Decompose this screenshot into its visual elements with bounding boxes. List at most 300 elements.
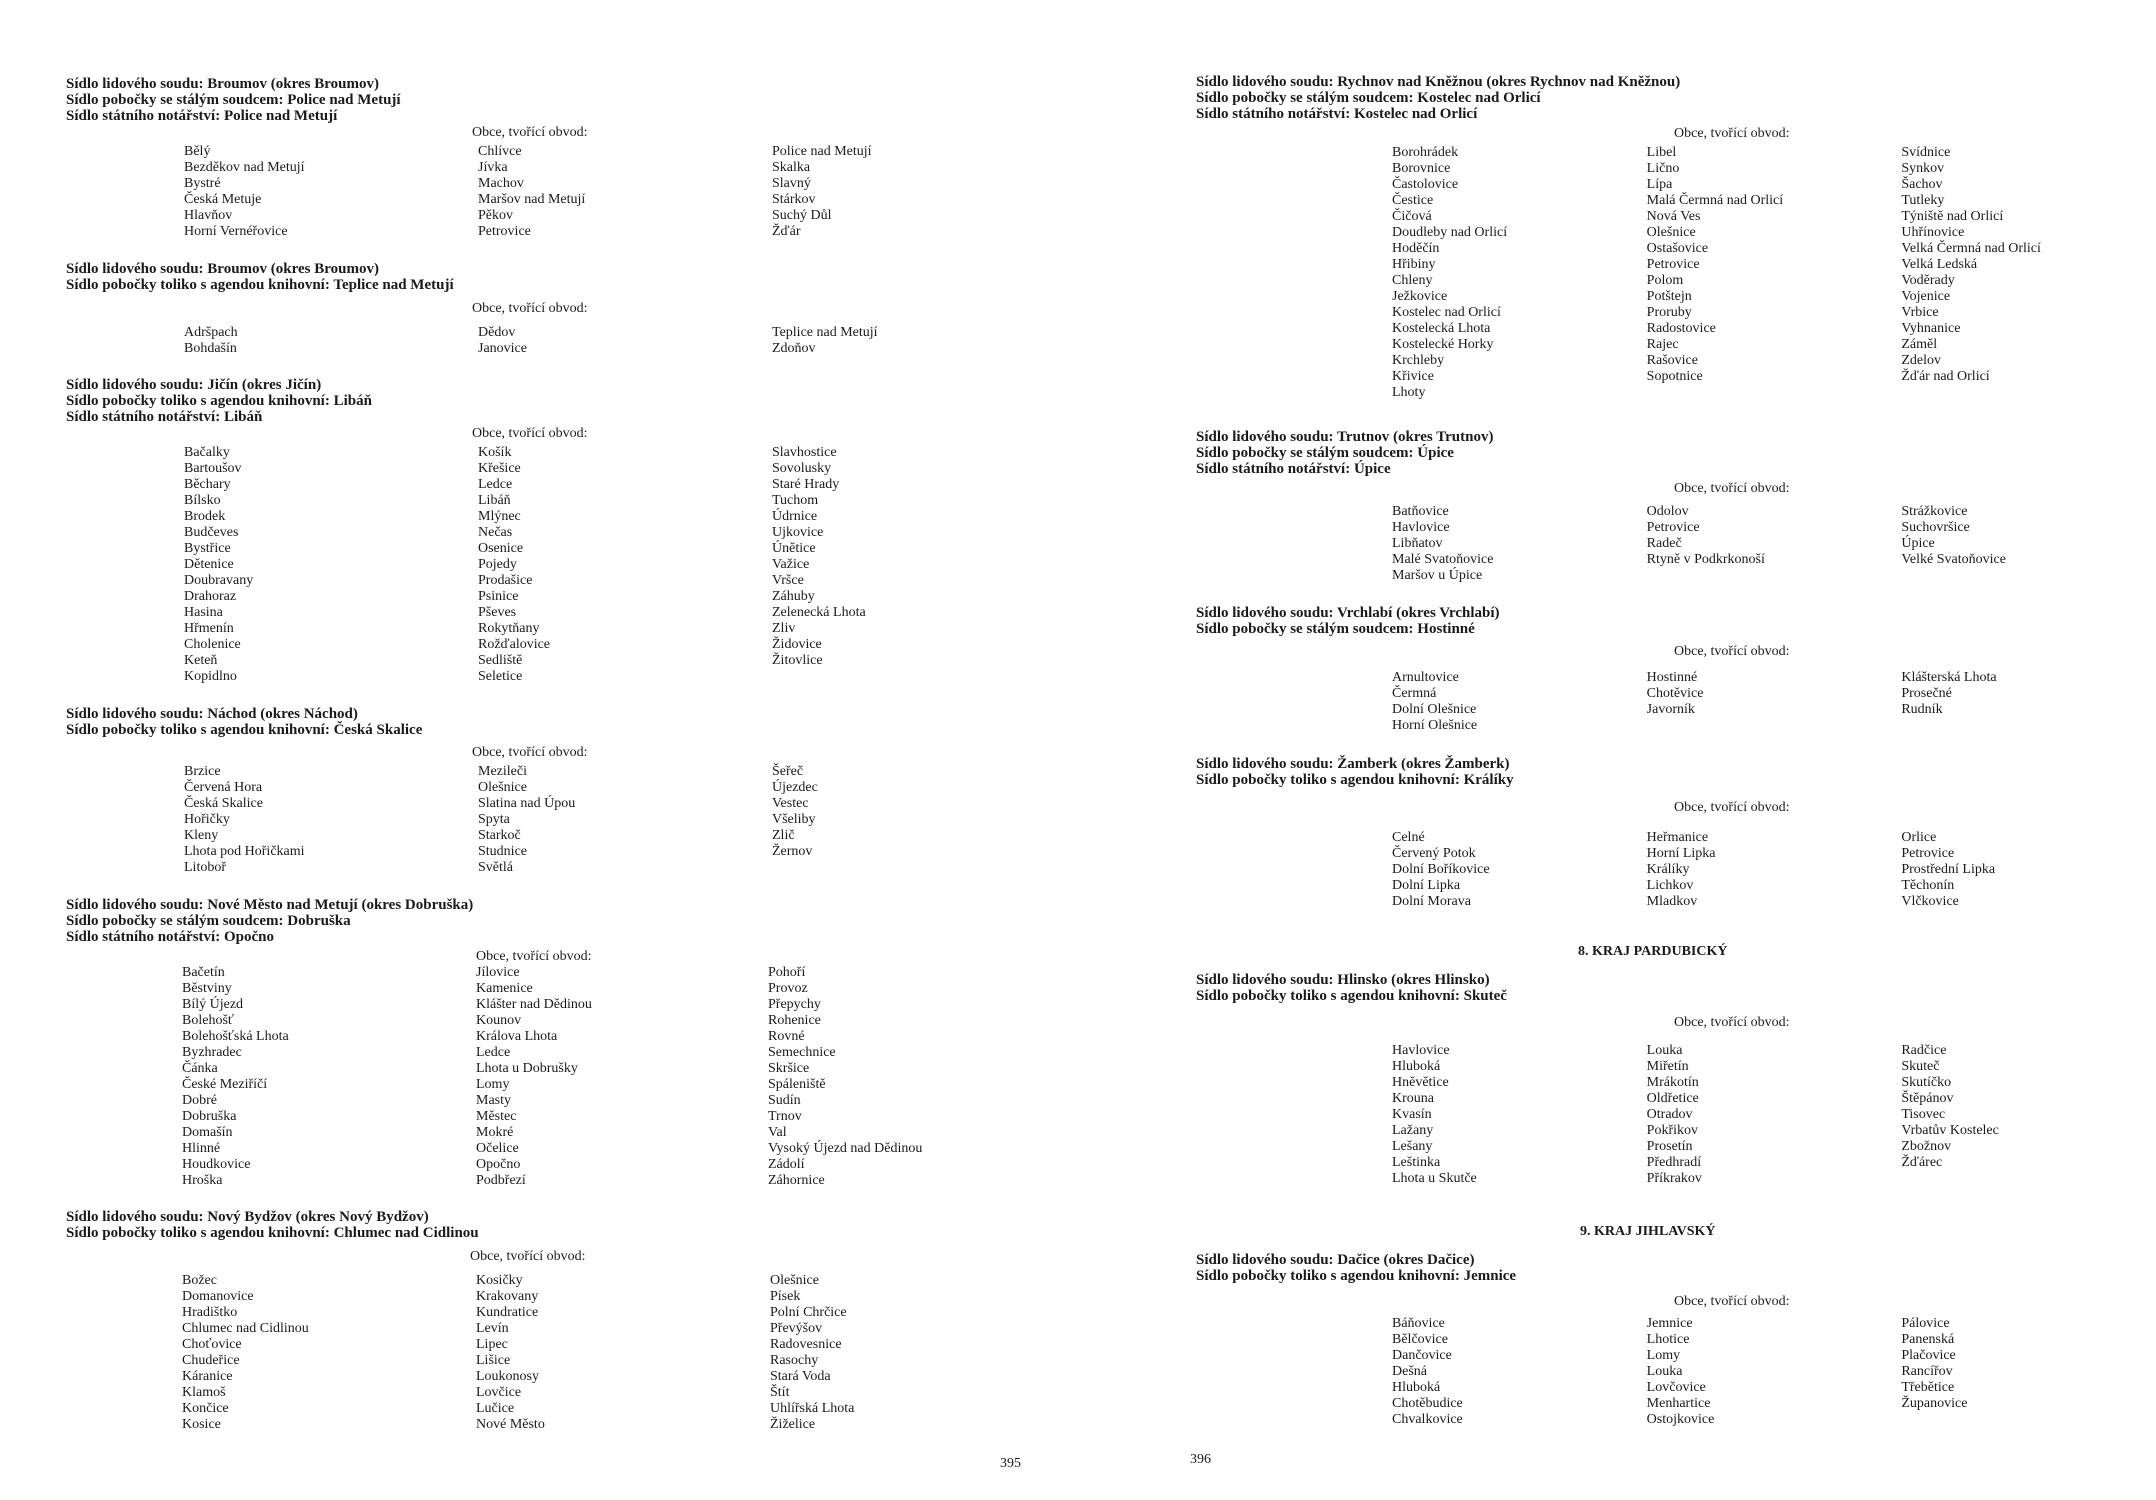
header-line: Sídlo lidového soudu: Nové Město nad Metují (okres Dobruška) (66, 897, 474, 913)
village-name: Pohoří (768, 965, 806, 980)
court-section (66, 1209, 1066, 1433)
village-name: Maršov u Úpice (1392, 568, 1483, 583)
village-name: Malá Čermná nad Orlicí (1646, 193, 1784, 208)
header-line: Sídlo pobočky toliko s agendou knihovní: Chlumec nad Cidlinou (66, 1225, 479, 1241)
village-name: Prosetín (1646, 1139, 1693, 1154)
village-name: Petrovice (478, 224, 531, 239)
village-name: Slatina nad Úpou (478, 796, 576, 811)
page-number: 395 (1000, 1456, 1021, 1471)
court-section (66, 76, 1066, 240)
village-name: Vysoký Újezd nad Dědinou (768, 1141, 923, 1156)
village-name: Velká Čermná nad Orlicí (1901, 241, 2041, 256)
village-name: Svídnice (1901, 145, 1951, 160)
village-columns (66, 445, 1066, 685)
village-name: Lhota pod Hořičkami (184, 844, 305, 859)
village-name: Chotěbudice (1392, 1396, 1463, 1411)
village-name: Lažany (1392, 1123, 1434, 1138)
village-name: Hlinné (182, 1141, 221, 1156)
village-name: Dolní Boříkovice (1392, 862, 1490, 877)
village-name: Prodašice (478, 573, 533, 588)
village-column (1392, 504, 1647, 584)
village-column (1647, 1043, 1902, 1187)
village-column (478, 144, 772, 240)
village-name: Záhuby (772, 589, 815, 604)
village-name: Rašovice (1646, 353, 1698, 368)
village-name: Psinice (478, 589, 519, 604)
village-name: Mrákotín (1646, 1075, 1699, 1090)
village-name: Klášterská Lhota (1901, 670, 1997, 685)
village-name: Kopidlno (184, 669, 237, 684)
header-line: Sídlo lidového soudu: Jičín (okres Jičín) (66, 377, 322, 393)
obce-label: Obce, tvořící obvod: (1674, 1294, 1790, 1309)
obce-label: Obce, tvořící obvod: (1674, 481, 1790, 496)
section-header (1196, 74, 2156, 122)
village-name: Ostojkovice (1646, 1412, 1715, 1427)
village-name: Bezděkov nad Metují (184, 160, 305, 175)
village-column (184, 144, 478, 240)
village-name: Spáleniště (768, 1077, 826, 1092)
village-column (184, 764, 478, 876)
village-name: Bystřice (184, 541, 231, 556)
section-header (1196, 756, 2156, 788)
village-name: Vršce (772, 573, 804, 588)
village-name: Chlumec nad Cidlinou (182, 1321, 309, 1336)
village-name: Hřmenín (184, 621, 234, 636)
header-line: Sídlo státního notářství: Kostelec nad Orlicí (1196, 106, 1478, 122)
village-name: Zlič (772, 828, 795, 843)
village-column (1901, 1043, 2156, 1187)
village-column (1392, 1043, 1647, 1187)
village-name: Košík (478, 445, 512, 460)
village-name: Žďár nad Orlicí (1901, 369, 1990, 384)
village-name: Žďár (772, 224, 801, 239)
village-name: Arnultovice (1392, 670, 1459, 685)
village-name: Zbožnov (1901, 1139, 1952, 1154)
village-name: Houdkovice (182, 1157, 251, 1172)
village-name: Lhota u Skutče (1392, 1171, 1477, 1186)
village-name: Přepychy (768, 997, 821, 1012)
court-section (1196, 605, 2156, 734)
village-name: Plačovice (1901, 1348, 1956, 1363)
village-name: Písek (770, 1289, 801, 1304)
village-name: Šeřeč (772, 764, 804, 779)
village-name: Borohrádek (1392, 145, 1459, 160)
village-name: Polní Chrčice (770, 1305, 847, 1320)
village-name: Nové Město (476, 1417, 545, 1432)
village-name: Strážkovice (1901, 504, 1968, 519)
header-line: Sídlo lidového soudu: Nový Bydžov (okres Nový Bydžov) (66, 1209, 429, 1225)
village-column (1647, 145, 1902, 401)
village-name: Hostinné (1646, 670, 1698, 685)
village-name: Libáň (478, 493, 511, 508)
village-name: Val (768, 1125, 787, 1140)
village-name: Lišice (476, 1353, 511, 1368)
village-name: Chotěvice (1646, 686, 1704, 701)
village-name: Tutleky (1901, 193, 1945, 208)
village-name: Domašín (182, 1125, 233, 1140)
obce-label: Obce, tvořící obvod: (472, 426, 588, 441)
village-name: Lešany (1392, 1139, 1433, 1154)
header-line: Sídlo státního notářství: Opočno (66, 929, 274, 945)
village-name: Synkov (1901, 161, 1945, 176)
village-column (184, 325, 478, 357)
village-name: Skršice (768, 1061, 810, 1076)
village-name: Cholenice (184, 637, 241, 652)
village-name: Světlá (478, 860, 513, 875)
village-name: Vestec (772, 796, 809, 811)
village-name: Česká Metuje (184, 192, 262, 207)
village-name: Voděrady (1901, 273, 1955, 288)
header-line: Sídlo pobočky toliko s agendou knihovní: Jemnice (1196, 1268, 1517, 1284)
village-name: Horní Vernéřovice (184, 224, 288, 239)
village-name: Havlovice (1392, 520, 1450, 535)
village-name: Proruby (1646, 305, 1692, 320)
village-column (770, 1273, 1064, 1433)
village-name: Očelice (476, 1141, 519, 1156)
village-name: Tisovec (1901, 1107, 1946, 1122)
village-name: Krchleby (1392, 353, 1445, 368)
village-name: Chleny (1392, 273, 1433, 288)
village-name: Libňatov (1392, 536, 1443, 551)
court-section (66, 377, 1066, 685)
village-name: Lhotice (1646, 1332, 1690, 1347)
village-name: Běstviny (182, 981, 232, 996)
village-name: Petrovice (1646, 520, 1700, 535)
village-column (1647, 504, 1902, 584)
village-name: Brodek (184, 509, 226, 524)
village-name: Božec (182, 1273, 217, 1288)
village-name: Odolov (1646, 504, 1689, 519)
village-name: Chlívce (478, 144, 522, 159)
village-column (772, 764, 1066, 876)
village-name: Borovnice (1392, 161, 1451, 176)
village-name: Převýšov (770, 1321, 823, 1336)
village-name: Žernov (772, 844, 813, 859)
village-name: Pojedy (478, 557, 517, 572)
village-name: Studnice (478, 844, 527, 859)
village-name: Vojenice (1901, 289, 1951, 304)
village-column (1901, 1316, 2156, 1428)
village-name: Sovolusky (772, 461, 832, 476)
village-name: Važice (772, 557, 810, 572)
header-line: Sídlo státního notářství: Libáň (66, 409, 263, 425)
village-name: Spyta (478, 812, 510, 827)
village-name: Běchary (184, 477, 231, 492)
village-name: Horní Olešnice (1392, 718, 1478, 733)
village-name: Rokytňany (478, 621, 540, 636)
village-name: Staré Hrady (772, 477, 840, 492)
village-name: Prosečné (1901, 686, 1952, 701)
header-line: Sídlo pobočky toliko s agendou knihovní: Libáň (66, 393, 372, 409)
header-line: Sídlo státního notářství: Police nad Metují (66, 108, 338, 124)
village-name: Hluboká (1392, 1059, 1441, 1074)
obce-label: Obce, tvořící obvod: (1674, 800, 1790, 815)
header-line: Sídlo lidového soudu: Broumov (okres Broumov) (66, 76, 379, 92)
village-name: Celné (1392, 830, 1425, 845)
village-name: Chudeřice (182, 1353, 240, 1368)
village-name: Žiželice (770, 1417, 816, 1432)
village-name: Kosice (182, 1417, 221, 1432)
village-name: Olešnice (770, 1273, 819, 1288)
header-line: Sídlo pobočky se stálým soudcem: Kostelec nad Orlicí (1196, 90, 1541, 106)
village-name: Rajec (1646, 337, 1679, 352)
section-header (66, 76, 1066, 124)
village-name: Heřmanice (1646, 830, 1709, 845)
village-name: Potštejn (1646, 289, 1692, 304)
village-name: Bolehošť (182, 1013, 234, 1028)
village-name: Čičová (1392, 209, 1432, 224)
court-section (1196, 756, 2156, 910)
village-name: Doubravany (184, 573, 254, 588)
village-columns (1196, 504, 2156, 584)
village-name: Louka (1646, 1364, 1683, 1379)
village-name: Teplice nad Metují (772, 325, 878, 340)
village-columns (1196, 1043, 2156, 1187)
village-name: Adršpach (184, 325, 238, 340)
village-name: Louka (1646, 1043, 1683, 1058)
village-name: Dolní Lipka (1392, 878, 1461, 893)
village-name: Litoboř (184, 860, 226, 875)
header-line: Sídlo pobočky toliko s agendou knihovní: Teplice nad Metují (66, 277, 454, 293)
village-name: Orlice (1901, 830, 1937, 845)
header-line: Sídlo lidového soudu: Broumov (okres Broumov) (66, 261, 379, 277)
village-column (478, 764, 772, 876)
village-name: Hlavňov (184, 208, 233, 223)
village-name: Lovčice (476, 1385, 522, 1400)
village-name: Čánka (182, 1061, 218, 1076)
village-name: Dančovice (1392, 1348, 1452, 1363)
village-columns (66, 1273, 1066, 1433)
court-section (1196, 1252, 2156, 1428)
village-name: Předhradí (1646, 1155, 1702, 1170)
village-name: Rancířov (1901, 1364, 1953, 1379)
village-name: Vlčkovice (1901, 894, 1959, 909)
village-name: Káranice (182, 1369, 233, 1384)
village-name: Oldřetice (1646, 1091, 1699, 1106)
village-name: Hluboká (1392, 1380, 1441, 1395)
header-line: Sídlo pobočky toliko s agendou knihovní: Skuteč (1196, 988, 1507, 1004)
village-name: Křešice (478, 461, 521, 476)
village-name: Rohenice (768, 1013, 821, 1028)
village-name: Loukonosy (476, 1369, 539, 1384)
village-name: Kvasín (1392, 1107, 1432, 1122)
obce-label: Obce, tvořící obvod: (476, 949, 592, 964)
village-name: Králova Lhota (476, 1029, 558, 1044)
village-name: Lhota u Dobrušky (476, 1061, 578, 1076)
village-column (1392, 145, 1647, 401)
village-column (1392, 830, 1647, 910)
village-name: Klamoš (182, 1385, 226, 1400)
village-name: Štít (770, 1385, 790, 1400)
village-name: Červený Potok (1392, 846, 1476, 861)
village-name: Klášter nad Dědinou (476, 997, 592, 1012)
village-name: Lovčovice (1646, 1380, 1706, 1395)
village-name: České Meziříčí (182, 1077, 268, 1092)
village-column (1901, 670, 2156, 734)
header-line: Sídlo lidového soudu: Žamberk (okres Žamberk) (1196, 756, 1510, 772)
village-name: Kosičky (476, 1273, 523, 1288)
village-name: Skutíčko (1901, 1075, 1952, 1090)
village-name: Dolní Olešnice (1392, 702, 1477, 717)
village-name: Krouna (1392, 1091, 1434, 1106)
village-name: Záhornice (768, 1173, 825, 1188)
village-name: Stárkov (772, 192, 816, 207)
village-name: Častolovice (1392, 177, 1459, 192)
village-name: Rasochy (770, 1353, 819, 1368)
village-name: Vrbice (1901, 305, 1939, 320)
village-name: Keteň (184, 653, 218, 668)
obce-label: Obce, tvořící obvod: (1674, 126, 1790, 141)
village-name: Zdelov (1901, 353, 1941, 368)
header-line: Sídlo pobočky se stálým soudcem: Hostinné (1196, 621, 1475, 637)
village-name: Ledce (476, 1045, 511, 1060)
header-line: Sídlo lidového soudu: Rychnov nad Kněžnou (okres Rychnov nad Kněžnou) (1196, 74, 1681, 90)
village-name: Jemnice (1646, 1316, 1693, 1331)
village-name: Týniště nad Orlicí (1901, 209, 2004, 224)
village-name: Zdoňov (772, 341, 816, 356)
court-section (1196, 74, 2156, 401)
court-section (66, 897, 1066, 1189)
village-name: Hoděčín (1392, 241, 1440, 256)
court-section (1196, 972, 2156, 1187)
village-column (1647, 670, 1902, 734)
village-name: Kundratice (476, 1305, 539, 1320)
village-columns (66, 965, 1066, 1189)
village-name: Otradov (1646, 1107, 1693, 1122)
court-section (1196, 429, 2156, 584)
village-name: Libel (1646, 145, 1677, 160)
village-name: Dobruška (182, 1109, 237, 1124)
village-name: Olešnice (1646, 225, 1696, 240)
village-name: Bačetín (182, 965, 225, 980)
village-column (476, 965, 768, 1189)
village-name: Levín (476, 1321, 509, 1336)
village-name: Masty (476, 1093, 511, 1108)
village-name: Petrovice (1901, 846, 1955, 861)
village-name: Županovice (1901, 1396, 1968, 1411)
village-name: Lhoty (1392, 385, 1426, 400)
village-name: Hroška (182, 1173, 223, 1188)
village-name: Zliv (772, 621, 796, 636)
village-name: Bolehošťská Lhota (182, 1029, 289, 1044)
village-name: Bystré (184, 176, 221, 191)
header-line: Sídlo pobočky toliko s agendou knihovní: Česká Skalice (66, 722, 423, 738)
village-name: Jívka (478, 160, 508, 175)
village-name: Pěkov (478, 208, 513, 223)
header-line: Sídlo pobočky se stálým soudcem: Úpice (1196, 445, 1454, 461)
village-name: Slavný (772, 176, 811, 191)
obce-label: Obce, tvořící obvod: (472, 745, 588, 760)
village-column (1392, 670, 1647, 734)
page-right (1078, 0, 2156, 1500)
header-line: Sídlo pobočky se stálým soudcem: Dobruška (66, 913, 351, 929)
village-name: Zádolí (768, 1157, 805, 1172)
village-name: Police nad Metují (772, 144, 872, 159)
village-name: Olešnice (478, 780, 527, 795)
village-name: Nová Ves (1646, 209, 1701, 224)
village-name: Velké Svatoňovice (1901, 552, 2006, 567)
village-name: Havlovice (1392, 1043, 1450, 1058)
village-column (1392, 1316, 1647, 1428)
village-name: Panenská (1901, 1332, 1955, 1347)
village-name: Tuchom (772, 493, 819, 508)
village-name: Jílovice (476, 965, 520, 980)
village-name: Seletice (478, 669, 523, 684)
village-name: Šachov (1901, 177, 1943, 192)
village-name: Bačalky (184, 445, 230, 460)
village-name: Bílý Újezd (182, 997, 244, 1012)
village-name: Lučice (476, 1401, 515, 1416)
header-line: Sídlo lidového soudu: Hlinsko (okres Hlinsko) (1196, 972, 1490, 988)
page-number: 396 (1190, 1452, 1211, 1467)
village-name: Kostelecká Lhota (1392, 321, 1491, 336)
village-name: Suchovršice (1901, 520, 1970, 535)
village-name: Nečas (478, 525, 513, 540)
village-name: Uhřínovice (1901, 225, 1965, 240)
village-name: Pševes (478, 605, 517, 620)
village-name: Třebětice (1901, 1380, 1955, 1395)
village-name: Trnov (768, 1109, 802, 1124)
village-name: Záměl (1901, 337, 1938, 352)
village-name: Žďárec (1901, 1155, 1943, 1170)
village-columns (1196, 145, 2156, 401)
village-name: Čermná (1392, 686, 1437, 701)
village-name: Dědov (478, 325, 516, 340)
village-name: Městec (476, 1109, 517, 1124)
obce-label: Obce, tvořící obvod: (472, 301, 588, 316)
village-name: Újezdec (772, 780, 818, 795)
village-columns (1196, 830, 2156, 910)
village-name: Provoz (768, 981, 808, 996)
village-name: Těchonín (1901, 878, 1955, 893)
village-name: Dětenice (184, 557, 234, 572)
village-name: Rožďalovice (478, 637, 551, 652)
village-name: Křivice (1392, 369, 1434, 384)
village-name: Ujkovice (772, 525, 824, 540)
village-name: Pokřikov (1646, 1123, 1699, 1138)
header-line: Sídlo lidového soudu: Dačice (okres Dačice) (1196, 1252, 1475, 1268)
village-name: Židovice (772, 637, 822, 652)
section-header (66, 706, 1066, 738)
header-line: Sídlo státního notářství: Úpice (1196, 461, 1391, 477)
village-name: Hněvětice (1392, 1075, 1449, 1090)
village-name: Slavhostice (772, 445, 837, 460)
section-header (66, 261, 1066, 293)
village-columns (1196, 1316, 2156, 1428)
village-name: Lomy (1646, 1348, 1681, 1363)
village-name: Domanovice (182, 1289, 254, 1304)
section-header (1196, 429, 2156, 477)
village-columns (1196, 670, 2156, 734)
village-name: Ježkovice (1392, 289, 1448, 304)
village-name: Čestice (1392, 193, 1434, 208)
village-name: Lipec (476, 1337, 508, 1352)
village-name: Lichkov (1646, 878, 1694, 893)
village-name: Javorník (1646, 702, 1695, 717)
village-name: Česká Skalice (184, 796, 263, 811)
village-name: Petrovice (1646, 257, 1700, 272)
village-name: Hřibiny (1392, 257, 1436, 272)
village-name: Dobré (182, 1093, 217, 1108)
village-name: Osenice (478, 541, 524, 556)
header-line: Sídlo lidového soudu: Trutnov (okres Trutnov) (1196, 429, 1494, 445)
village-name: Hořičky (184, 812, 230, 827)
village-name: Bohdašín (184, 341, 237, 356)
village-name: Mokré (476, 1125, 514, 1140)
village-name: Lípa (1646, 177, 1673, 192)
obce-label: Obce, tvořící obvod: (472, 125, 588, 140)
village-column (1647, 1316, 1902, 1428)
